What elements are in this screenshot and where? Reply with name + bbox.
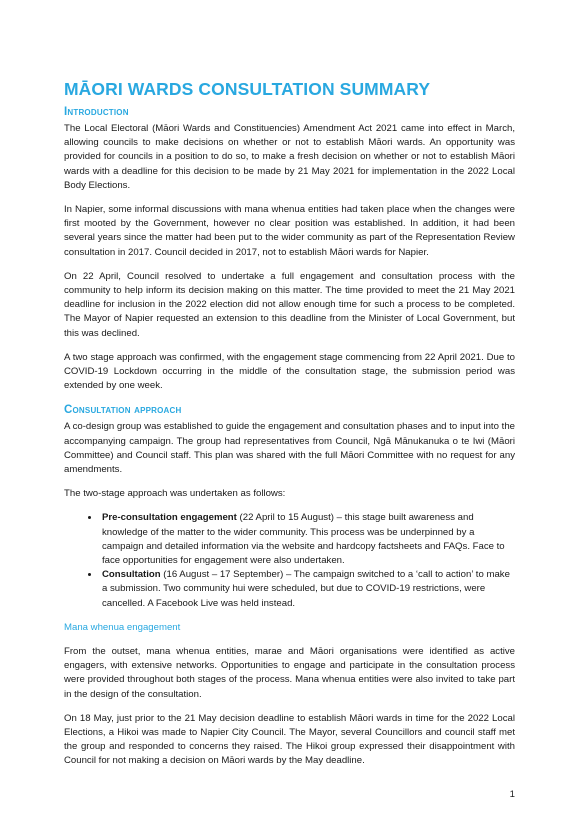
intro-paragraph-2: In Napier, some informal discussions with mana whenua entities had taken place when the changes were first mooted by the Government, however no clear position was established. In addition, it had been several years since the matter had been put to the wider community as part of the Representation Review consultation in 2017. Council decided in 2017, not to establish Māori wards for Napier. (64, 204, 515, 258)
intro-paragraph-3: On 22 April, Council resolved to undertake a full engagement and consultation process with the community to help inform its decision making on this matter. The time provided to meet the 21 May 2021 deadline for inclusion in the 2022 election did not allow enough time for such a process to be completed. The Mayor of Napier requested an extension to this deadline from the Minister of Local Government, but this was declined. (64, 270, 515, 339)
document-title: MĀORI WARDS CONSULTATION SUMMARY (64, 79, 431, 99)
introduction-section (64, 105, 515, 393)
stage-name: Consultation (102, 569, 161, 581)
list-item (100, 568, 515, 611)
stage-name: Pre-consultation engagement (102, 512, 237, 524)
intro-paragraph-4: A two stage approach was confirmed, with the engagement stage commencing from 22 April 2021. Due to COVID-19 Lockdown occurring in the middle of the consultation stage, the submission period was extended by one week. (64, 351, 515, 392)
mana-whenua-paragraph-2: On 18 May, just prior to the 21 May decision deadline to establish Māori wards in time for the 2022 Local Elections, a Hikoi was made to Napier City Council. The Mayor, several Councillors and council staff met the group and responded to concerns they raised. The Hikoi group expressed their disappointment with Council for not making a decision on Māori wards by the May deadline. (64, 712, 515, 767)
consultation-section (64, 403, 515, 610)
consultation-paragraph-1: A co-design group was established to guide the engagement and consultation phases and to input into the accompanying campaign. The group had representatives from Council, Ngā Mānukanuka o te Iwi (Māori Committee) and Council staff. This plan was shared with the full Māori Committee with no request for any amendments. (64, 421, 515, 476)
consultation-heading: Consultation approach (64, 404, 182, 417)
stage-description: (22 April to 15 August) – this stage built awareness and knowledge of the matter to the wider community. This process was be underpinned by a campaign and detailed information via the website and hardcopy factsheets and FAQs. Face to face opportunities for engagement were also undertaken. (102, 512, 505, 567)
mana-whenua-heading: Mana whenua engagement (64, 621, 181, 633)
stage-list (64, 511, 515, 610)
consultation-paragraph-2: The two-stage approach was undertaken as follows: (64, 488, 286, 500)
intro-paragraph-1: The Local Electoral (Māori Wards and Constituencies) Amendment Act 2021 came into effect in March, allowing councils to make decisions on whether or not to establish Māori wards. An opportunity was provided for councils in a position to do so, to make a fresh decision on whether or not to establish Māori wards with a deadline for this decision to be made by 21 May 2021 for implementation in the 2022 Local Body Elections. (64, 123, 515, 191)
stage-description: (16 August – 17 September) – The campaign switched to a ‘call to action’ to make a submission. Two community hui were scheduled, but due to COVID-19 restrictions, were cancelled. A Facebook Live was held instead. (102, 569, 510, 609)
mana-whenua-paragraph-1: From the outset, mana whenua entities, marae and Māori organisations were identified as active engagers, with extensive networks. Opportunities to engage and participate in the consultation process were provided throughout both stages of the process. Mana whenua entities were also invited to take part in the design of the consultation. (64, 645, 515, 700)
mana-whenua-section (64, 621, 515, 769)
list-item (100, 511, 515, 568)
page-number: 1 (509, 789, 515, 800)
introduction-heading: Introduction (64, 106, 129, 118)
